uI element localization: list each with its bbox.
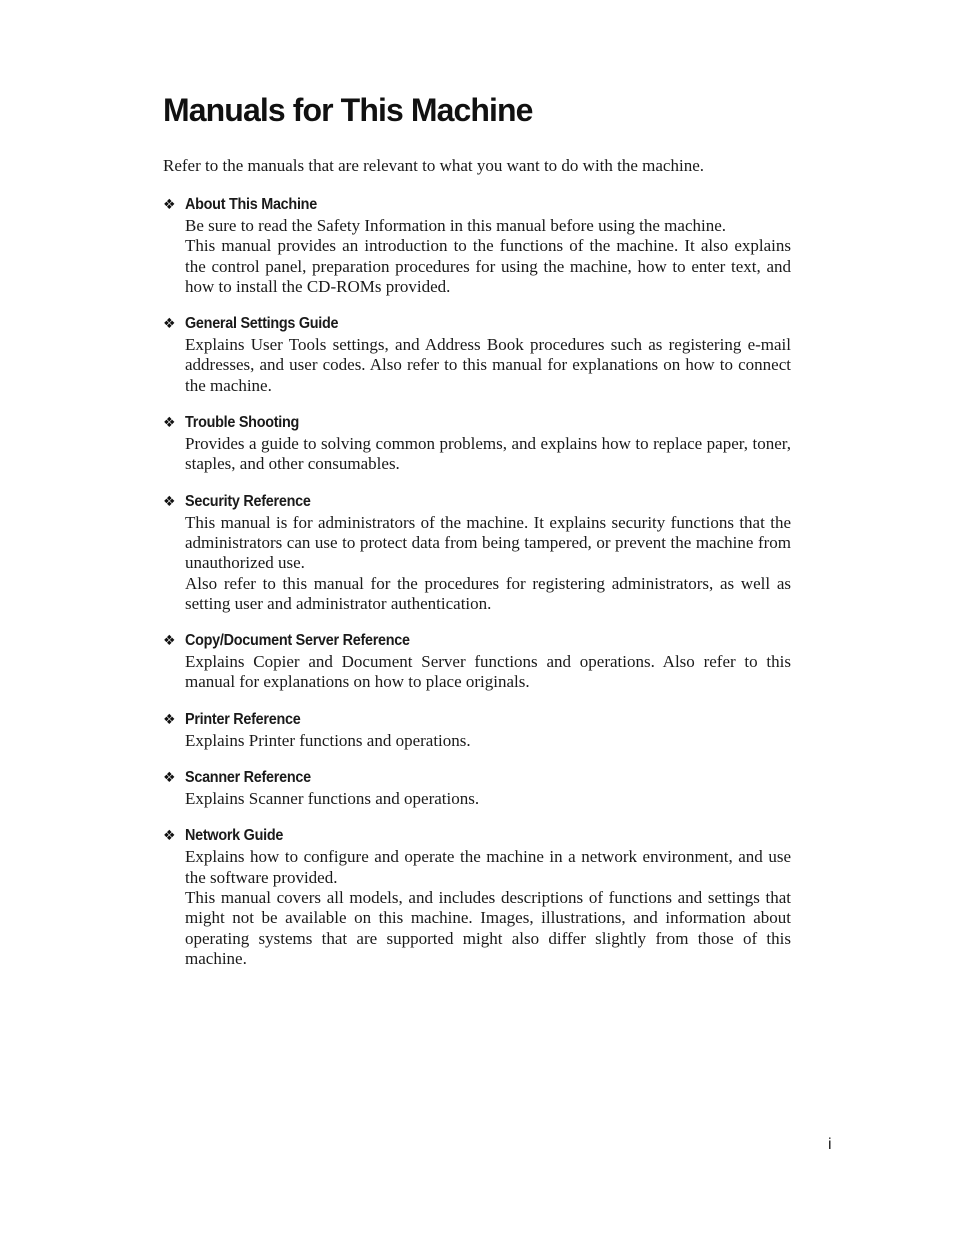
section-title: Trouble Shooting bbox=[185, 414, 300, 432]
section-paragraph: Explains User Tools settings, and Address Book procedures such as registering e-mail addresses, and user codes. Also refer to this manual for explanations on how to connect the machine. bbox=[185, 335, 791, 395]
section-paragraph: This manual covers all models, and includes descriptions of functions and settings that might not be available on this machine. Images, illustrations, and information about operating systems that are supported might also differ slightly from those of this machine. bbox=[185, 887, 791, 968]
section-heading bbox=[163, 313, 791, 335]
manual-section bbox=[163, 313, 791, 396]
section-title: Security Reference bbox=[185, 492, 311, 510]
manual-section bbox=[163, 767, 791, 809]
section-paragraph: Explains Copier and Document Server functions and operations. Also refer to this manual for explanations on how to place originals. bbox=[185, 652, 791, 692]
manual-section bbox=[163, 709, 791, 751]
section-title: Scanner Reference bbox=[185, 769, 311, 787]
section-heading bbox=[163, 630, 791, 652]
intro-text: Refer to the manuals that are relevant to what you want to do with the machine. bbox=[163, 156, 704, 175]
section-heading bbox=[163, 767, 791, 789]
manual-section bbox=[163, 491, 791, 614]
section-paragraph: This manual is for administrators of the machine. It explains security functions that the administrators can use to protect data from being tampered, or prevent the machine from unauthorized use. bbox=[185, 512, 791, 573]
section-paragraph: Provides a guide to solving common problems, and explains how to replace paper, toner, staples, and other consumables. bbox=[185, 434, 791, 474]
section-heading bbox=[163, 412, 791, 434]
manual-section bbox=[163, 412, 791, 475]
diamond-bullet-icon: ❖ bbox=[163, 633, 176, 650]
section-paragraph: Be sure to read the Safety Information in this manual before using the machine. bbox=[185, 216, 727, 235]
diamond-bullet-icon: ❖ bbox=[163, 770, 176, 787]
section-heading bbox=[163, 491, 791, 513]
diamond-bullet-icon: ❖ bbox=[163, 493, 176, 510]
section-paragraph: Explains Scanner functions and operations. bbox=[185, 789, 480, 809]
section-heading bbox=[163, 709, 791, 731]
manual-section bbox=[163, 194, 791, 297]
manual-section bbox=[163, 825, 791, 969]
diamond-bullet-icon: ❖ bbox=[163, 828, 176, 845]
diamond-bullet-icon: ❖ bbox=[163, 711, 176, 728]
section-heading bbox=[163, 194, 791, 216]
section-title: General Settings Guide bbox=[185, 315, 339, 333]
section-paragraph: Explains how to configure and operate the machine in a network environment, and use the software provided. bbox=[185, 847, 791, 887]
section-title: Printer Reference bbox=[185, 710, 301, 728]
page-number: i bbox=[828, 1136, 832, 1153]
section-paragraph: Also refer to this manual for the procedures for registering administrators, as well as setting user and administrator authentication. bbox=[185, 573, 791, 613]
diamond-bullet-icon: ❖ bbox=[163, 415, 176, 432]
section-paragraph: This manual provides an introduction to the functions of the machine. It also explains the control panel, preparation procedures for using the machine, how to enter text, and how to install the CD-ROMs provided. bbox=[185, 236, 791, 296]
page-title: Manuals for This Machine bbox=[163, 92, 533, 128]
section-paragraph: Explains Printer functions and operations. bbox=[185, 730, 471, 750]
diamond-bullet-icon: ❖ bbox=[163, 316, 176, 333]
manual-list bbox=[163, 194, 791, 985]
diamond-bullet-icon: ❖ bbox=[163, 197, 176, 213]
section-title: Copy/Document Server Reference bbox=[185, 632, 410, 650]
section-title: Network Guide bbox=[185, 827, 284, 845]
section-heading bbox=[163, 825, 791, 847]
section-title: About This Machine bbox=[185, 196, 317, 213]
manual-section bbox=[163, 630, 791, 693]
